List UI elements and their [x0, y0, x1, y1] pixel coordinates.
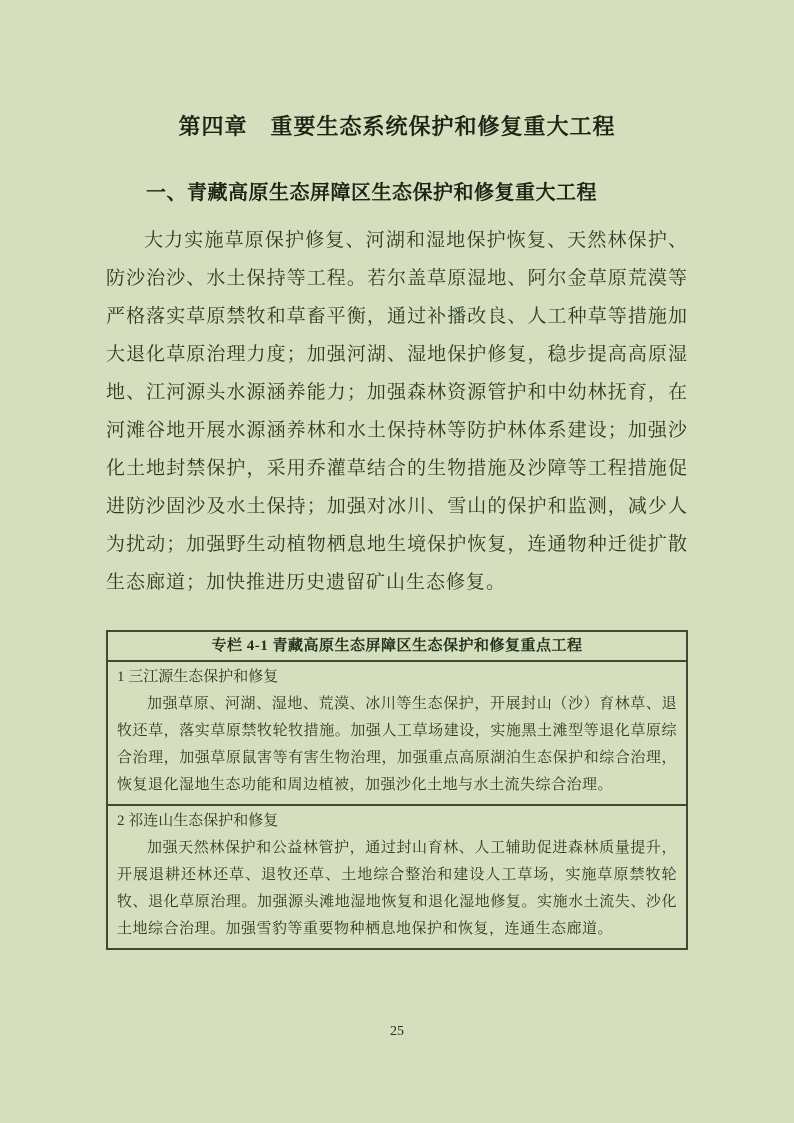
callout-box-title: 专栏 4-1 青藏高原生态屏障区生态保护和修复重点工程 [108, 632, 686, 662]
callout-box-item-1 [108, 662, 686, 804]
item-1-body: 加强草原、河湖、湿地、荒漠、冰川等生态保护，开展封山（沙）育林草、退牧还草，落实草原禁牧轮牧措施。加强人工草场建设，实施黑土滩型等退化草原综合治理，加强草原鼠害等有害生物治理，加强重点高原湖泊生态保护和综合治理，恢复退化湿地生态功能和周边植被，加强沙化土地与水土流失综合治理。 [117, 696, 677, 793]
callout-box-item-2 [108, 804, 686, 948]
item-2-body: 加强天然林保护和公益林管护，通过封山育林、人工辅助促进森林质量提升，开展退耕还林还草、退牧还草、土地综合整治和建设人工草场，实施草原禁牧轮牧、退化草原治理。加强源头滩地湿地恢复和退化湿地修复。实施水土流失、沙化土地综合治理。加强雪豹等重要物种栖息地保护和恢复，连通生态廊道。 [117, 840, 677, 937]
section-heading: 一、青藏高原生态屏障区生态保护和修复重大工程 [146, 182, 597, 204]
page-number: 25 [390, 1024, 404, 1039]
section-paragraph: 大力实施草原保护修复、河湖和湿地保护恢复、天然林保护、防沙治沙、水土保持等工程。若尔盖草原湿地、阿尔金草原荒漠等严格落实草原禁牧和草畜平衡，通过补播改良、人工种草等措施加大退化草原治理力度；加强河湖、湿地保护修复，稳步提高高原湿地、江河源头水源涵养能力；加强森林资源管护和中幼林抚育，在河滩谷地开展水源涵养林和水土保持林等防护林体系建设；加强沙化土地封禁保护，采用乔灌草结合的生物措施及沙障等工程措施促进防沙固沙及水土保持；加强对冰川、雪山的保护和监测，减少人为扰动；加强野生动植物栖息地生境保护恢复，连通物种迁徙扩散生态廊道；加快推进历史遗留矿山生态修复。 [106, 230, 688, 593]
item-2-heading: 2 祁连山生态保护和修复 [117, 813, 279, 829]
item-1-heading: 1 三江源生态保护和修复 [117, 669, 279, 685]
chapter-title: 第四章 重要生态系统保护和修复重大工程 [178, 114, 616, 139]
callout-box [106, 630, 688, 950]
